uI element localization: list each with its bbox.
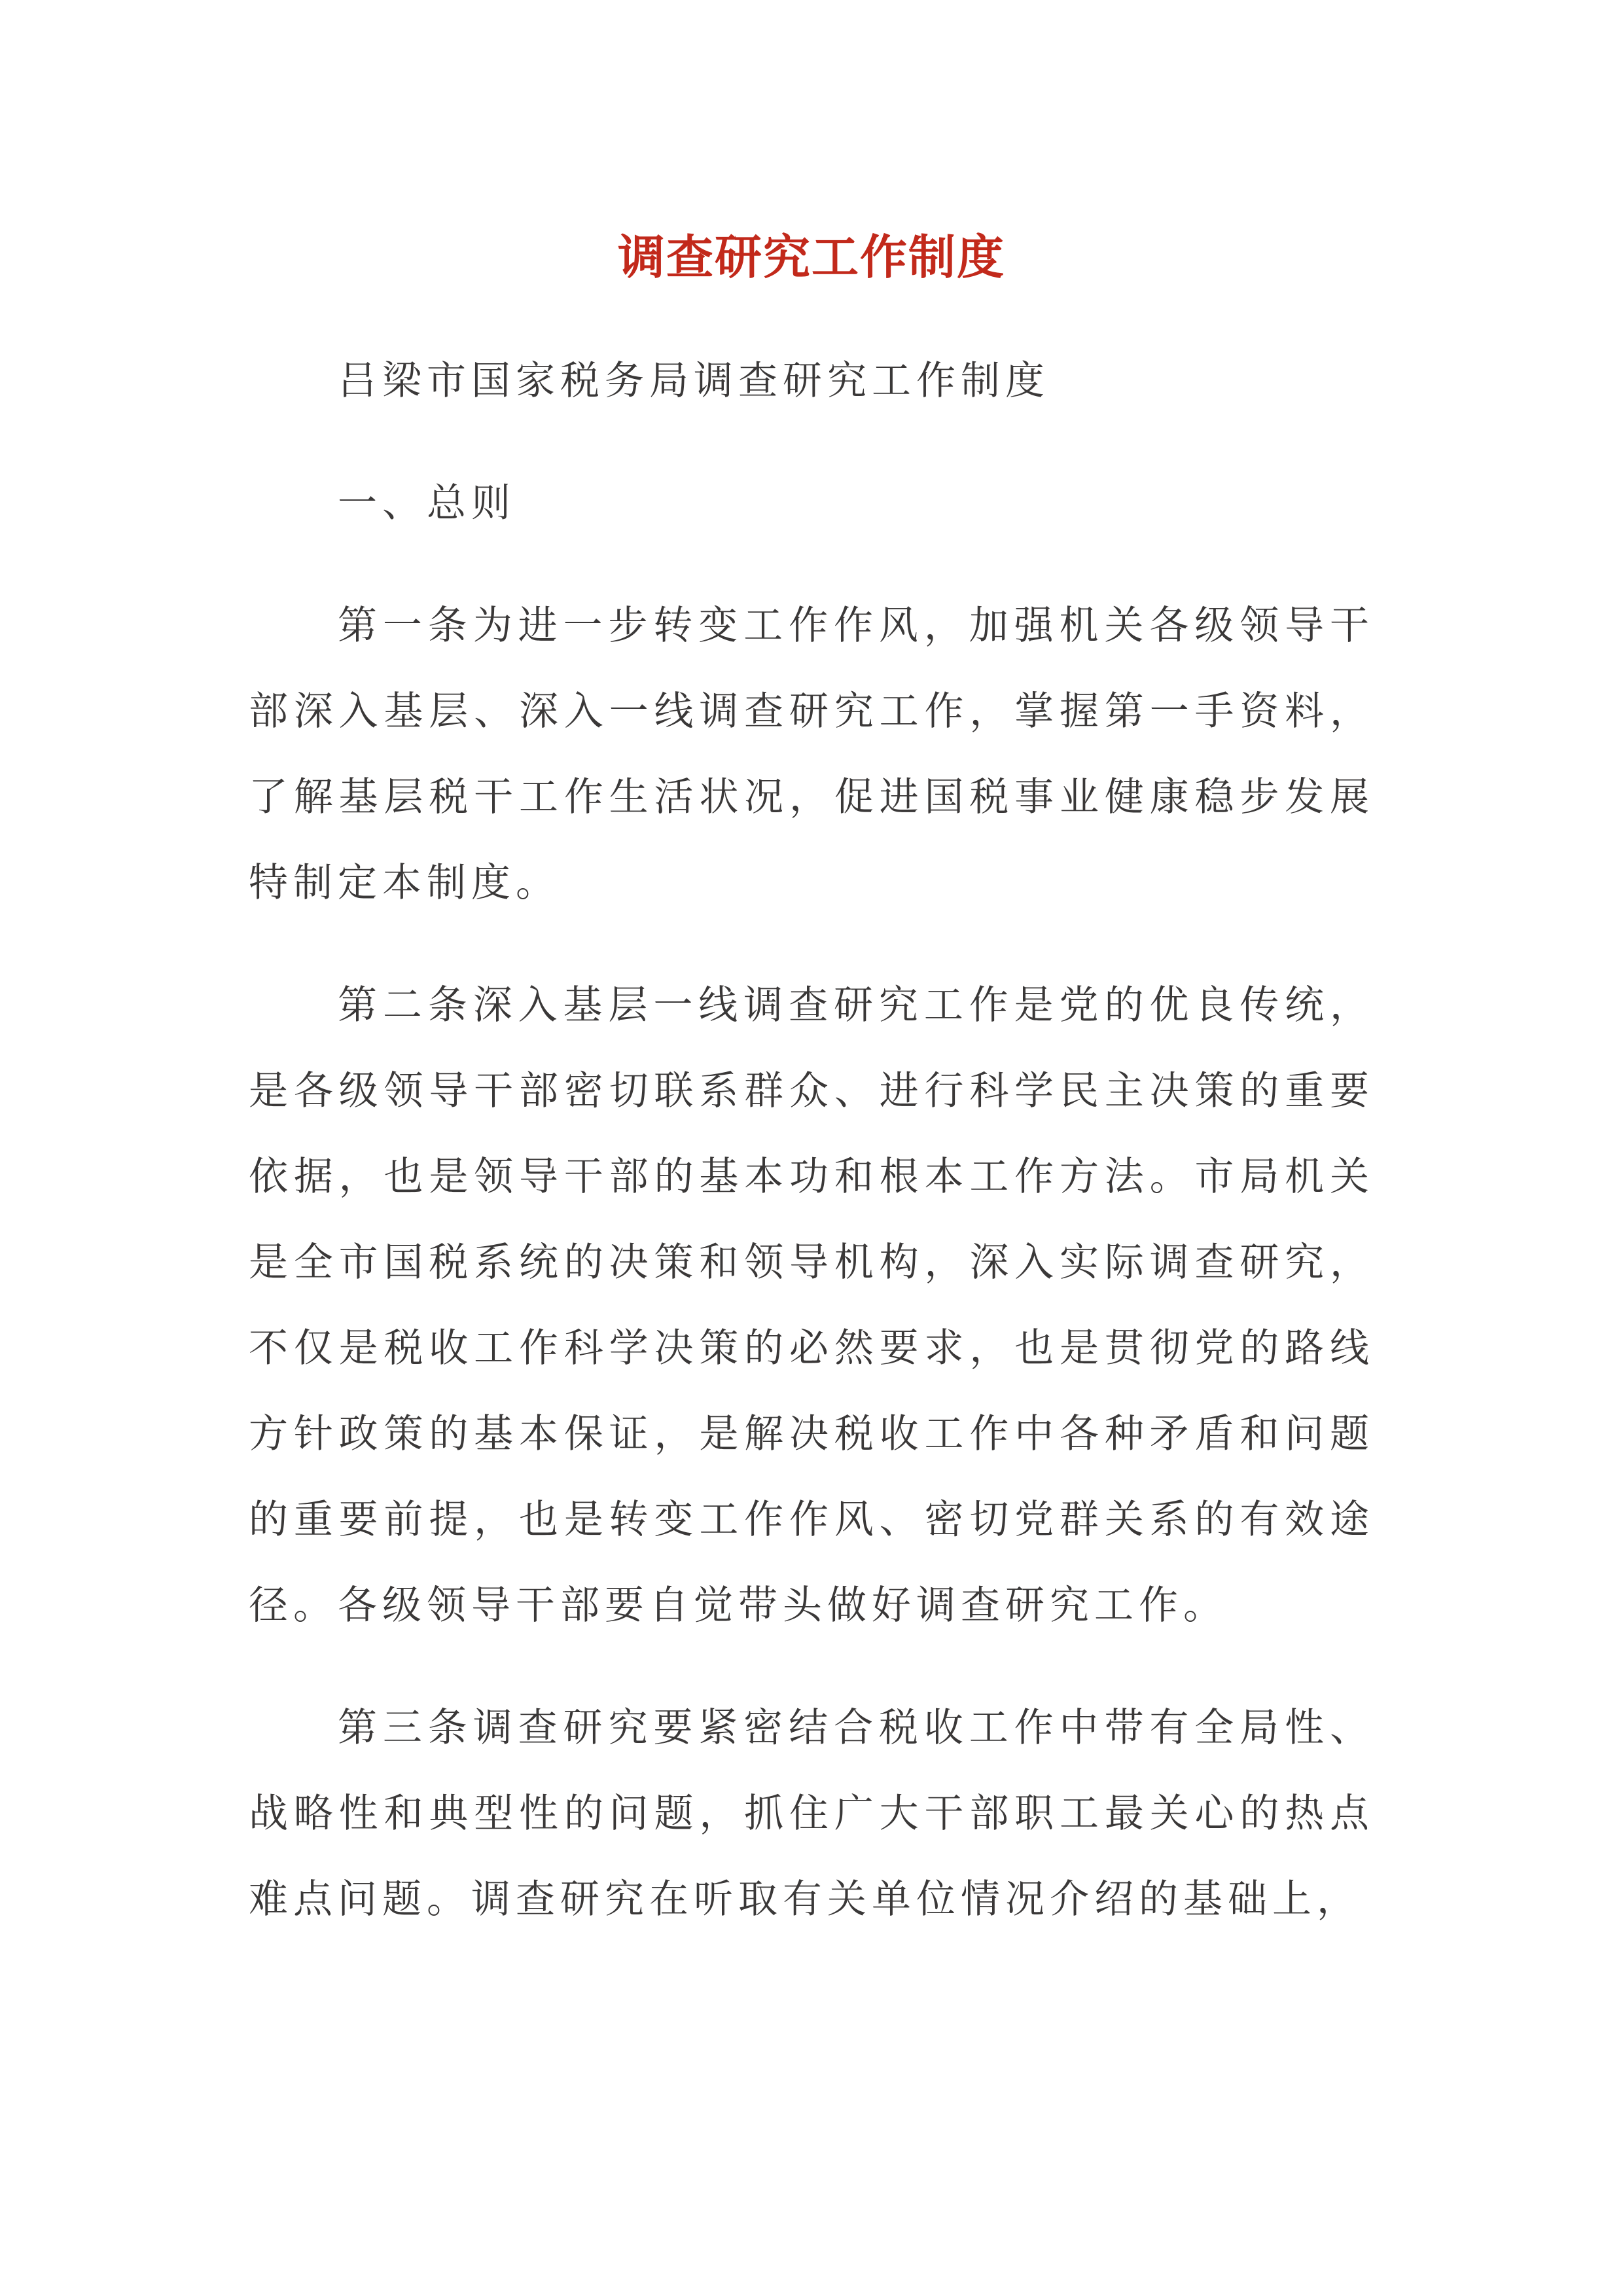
text-line: 依据，也是领导干部的基本功和根本工作方法。市局机关 [249, 1155, 1374, 1198]
text-line: 战略性和典型性的问题，抓住广大干部职工最关心的热点 [249, 1791, 1374, 1835]
text-line: 不仅是税收工作科学决策的必然要求，也是贯彻党的路线 [249, 1326, 1374, 1370]
text-line: 第二条深入基层一线调查研究工作是党的优良传统， [338, 983, 1374, 1027]
paragraph-2 [249, 962, 1374, 1648]
text-line: 第三条调查研究要紧密结合税收工作中带有全局性、 [338, 1706, 1374, 1749]
text-line: 难点问题。调查研究在听取有关单位情况介绍的基础上， [249, 1877, 1361, 1921]
text-line: 第一条为进一步转变工作作风，加强机关各级领导干 [338, 603, 1374, 647]
paragraph-3 [249, 1685, 1374, 1942]
text-line: 的重要前提，也是转变工作作风、密切党群关系的有效途 [249, 1498, 1374, 1541]
paragraph-1 [249, 583, 1374, 925]
text-line: 了解基层税干工作生活状况，促进国税事业健康稳步发展 [249, 775, 1374, 819]
doc-title: 调查研究工作制度 [617, 232, 1005, 284]
doc-subtitle: 吕梁市国家税务局调查研究工作制度 [338, 359, 1050, 403]
text-line: 部深入基层、深入一线调查研究工作，掌握第一手资料， [249, 689, 1374, 733]
text-line: 是全市国税系统的决策和领导机构，深入实际调查研究， [249, 1240, 1374, 1284]
section-heading: 一、总则 [338, 481, 516, 525]
text-line: 径。各级领导干部要自觉带头做好调查研究工作。 [249, 1583, 1228, 1627]
text-line: 特制定本制度。 [249, 861, 560, 905]
text-line: 是各级领导干部密切联系群众、进行科学民主决策的重要 [249, 1069, 1374, 1113]
text-line: 方针政策的基本保证，是解决税收工作中各种矛盾和问题 [249, 1412, 1374, 1456]
